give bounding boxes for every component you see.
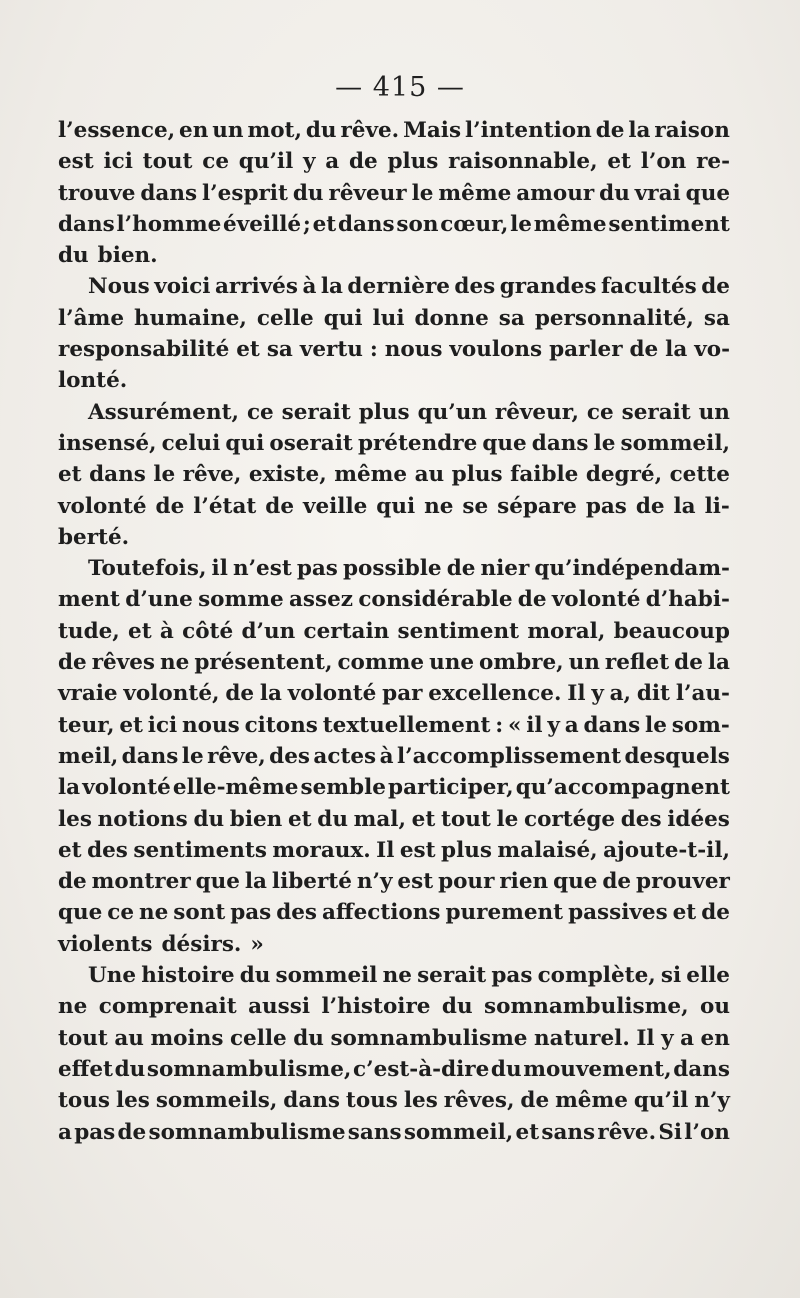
text-line: de rêves ne présentent, comme une ombre, un reflet de la [58, 650, 730, 676]
paragraph [58, 960, 730, 1148]
text-line: tout au moins celle du somnambulisme naturel. Il y a en [58, 1025, 730, 1051]
text-line: est ici tout ce qu’il y a de plus raisonnable, et l’on re- [58, 149, 730, 175]
body-text [58, 115, 730, 1148]
text-line: meil, dans le rêve, des actes à l’accomplissement desquels [58, 743, 730, 769]
text-line: lonté. [58, 368, 128, 394]
text-line: l’âme humaine, celle qui lui donne sa personnalité, sa [58, 305, 730, 331]
text-line: effet du somnambulisme, c’est-à-dire du mouvement, dans [58, 1056, 730, 1082]
text-line: les notions du bien et du mal, et tout le cortége des idées [58, 806, 730, 832]
text-line: berté. [58, 524, 130, 550]
text-line: dans l’homme éveillé ; et dans son cœur, le même sentiment [58, 211, 730, 237]
text-line: l’essence, en un mot, du rêve. Mais l’intention de la raison [58, 118, 730, 143]
text-line: Une histoire du sommeil ne serait pas complète, si elle [88, 963, 730, 989]
text-line: tous les sommeils, dans tous les rêves, de même qu’il n’y [58, 1088, 730, 1114]
text-line: responsabilité et sa vertu : nous voulons parler de la vo- [58, 337, 730, 363]
page-number: — 415 — [335, 72, 465, 103]
text-line: du bien. [58, 243, 158, 269]
text-line: de montrer que la liberté n’y est pour rien que de prouver [58, 869, 730, 895]
text-line: trouve dans l’esprit du rêveur le même amour du vrai que [58, 180, 730, 206]
text-line: et dans le rêve, existe, même au plus faible degré, cette [58, 462, 730, 488]
text-line: a pas de somnambulisme sans sommeil, et sans rêve. Si l’on [58, 1119, 730, 1145]
text-line: Nous voici arrivés à la dernière des grandes facultés de [88, 274, 730, 300]
text-line: violents désirs. » [58, 931, 264, 957]
paragraph [58, 553, 730, 960]
text-line: vraie volonté, de la volonté par excellence. Il y a, dit l’au- [58, 681, 730, 707]
text-line: Toutefois, il n’est pas possible de nier qu’indépendam- [88, 556, 730, 582]
text-line: tude, et à côté d’un certain sentiment moral, beaucoup [58, 618, 730, 644]
paragraph [58, 271, 730, 396]
text-line: teur, et ici nous citons textuellement : « il y a dans le som- [58, 712, 730, 738]
text-line: la volonté elle-même semble participer, qu’accompagnent [58, 775, 730, 801]
paragraph [58, 397, 730, 553]
paragraph [58, 115, 730, 271]
text-line: volonté de l’état de veille qui ne se sépare pas de la li- [58, 493, 730, 519]
text-line: ment d’une somme assez considérable de volonté d’habi- [58, 587, 730, 613]
text-line: insensé, celui qui oserait prétendre que dans le sommeil, [58, 430, 730, 456]
text-line: et des sentiments moraux. Il est plus malaisé, ajoute-t-il, [58, 837, 730, 863]
text-line: ne comprenait aussi l’histoire du somnambulisme, ou [58, 994, 730, 1020]
text-line: que ce ne sont pas des affections purement passives et de [58, 900, 730, 926]
text-line: Assurément, ce serait plus qu’un rêveur, ce serait un [88, 399, 730, 425]
